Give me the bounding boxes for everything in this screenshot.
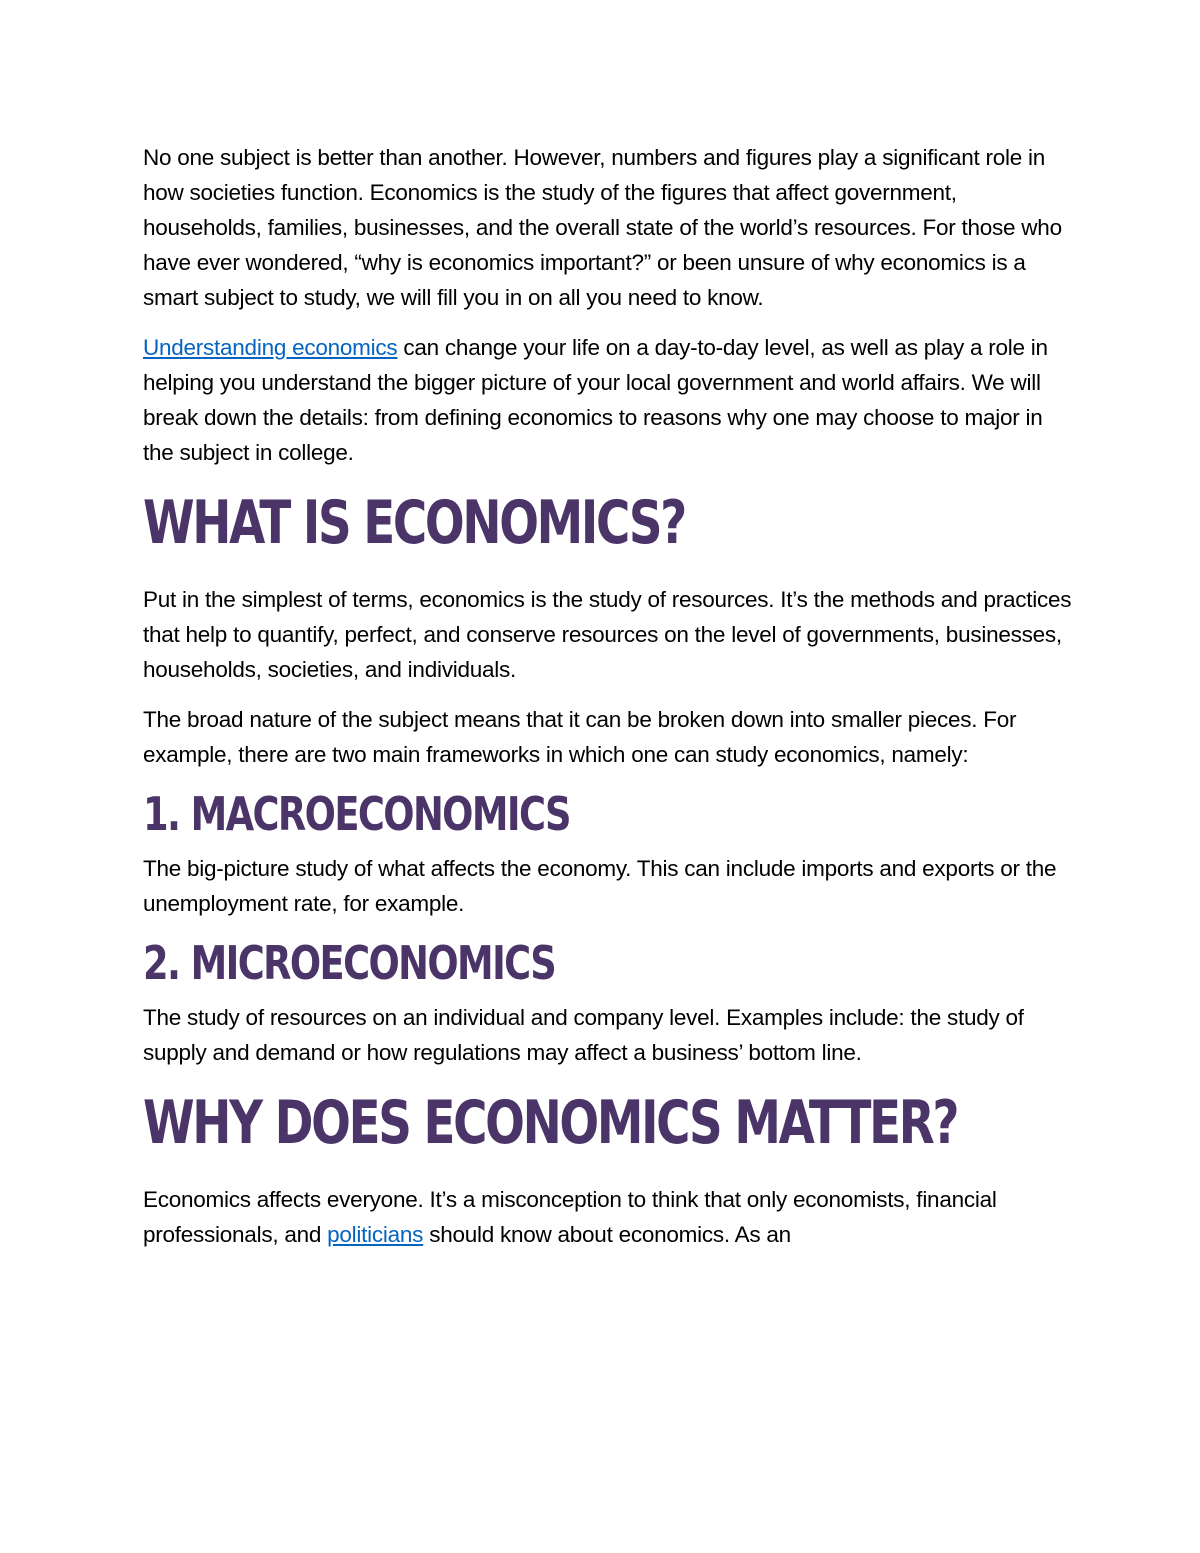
affects-everyone-text-after: should know about economics. As an	[423, 1222, 791, 1247]
affects-everyone-paragraph	[143, 1182, 1073, 1252]
affects-everyone-text-before: Economics affects everyone. It’s a misconception to think that only economists, financial professionals, and	[143, 1187, 997, 1247]
understanding-paragraph	[143, 330, 1073, 470]
document-page	[143, 140, 1073, 1267]
simplest-terms-paragraph: Put in the simplest of terms, economics is the study of resources. It’s the methods and practices that help to quantify, perfect, and conserve resources on the level of governments, businesses, households, societies, and individuals.	[143, 587, 1072, 682]
politicians-link[interactable]: politicians	[327, 1222, 424, 1247]
heading-what-is-economics: WHAT IS ECONOMICS?	[143, 488, 685, 558]
understanding-paragraph-text: can change your life on a day-to-day level, as well as play a role in helping you understand the bigger picture of your local government and world affairs. We will break down the details: from defining economics to reasons why one may choose to major in the subject in college.	[143, 335, 1048, 465]
broad-nature-paragraph: The broad nature of the subject means that it can be broken down into smaller pieces. For example, there are two main frameworks in which one can study economics, namely:	[143, 707, 1017, 767]
heading-macroeconomics: 1. MACROECONOMICS	[143, 787, 570, 841]
heading-why-does-economics-matter: WHY DOES ECONOMICS MATTER?	[143, 1088, 958, 1158]
microeconomics-paragraph: The study of resources on an individual and company level. Examples include: the study of supply and demand or how regulations may affect a business’ bottom line.	[143, 1005, 1024, 1065]
understanding-economics-link[interactable]: Understanding economics	[143, 335, 398, 360]
intro-paragraph: No one subject is better than another. However, numbers and figures play a significant role in how societies function. Economics is the study of the figures that affect government, households, families, businesses, and the overall state of the world’s resources. For those who have ever wondered, “why is economics important?” or been unsure of why economics is a smart subject to study, we will fill you in on all you need to know.	[143, 145, 1062, 310]
macroeconomics-paragraph: The big-picture study of what affects the economy. This can include imports and exports or the unemployment rate, for example.	[143, 856, 1057, 916]
heading-microeconomics: 2. MICROECONOMICS	[143, 936, 556, 990]
